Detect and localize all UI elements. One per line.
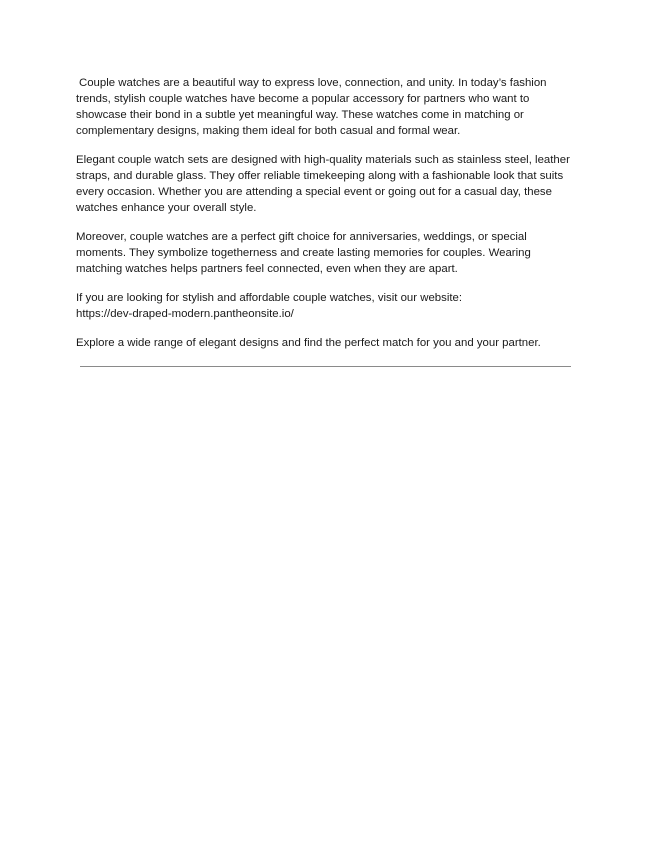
paragraph-intro: Couple watches are a beautiful way to express love, connection, and unity. In today’s fashion trends, stylish couple watches have become a popular accessory for partners who want to showcase their bond in a subtle yet meaningful way. These watches come in matching or complementary designs, making them ideal for both casual and formal wear. <box>76 77 547 137</box>
paragraph-materials: Elegant couple watch sets are designed with high-quality materials such as stainless steel, leather straps, and durable glass. They offer reliable timekeeping along with a fashionable look that suits every occasion. Whether you are attending a special event or going out for a casual day, these watches enhance your overall style. <box>76 154 570 214</box>
paragraph-gift: Moreover, couple watches are a perfect gift choice for anniversaries, weddings, or special moments. They symbolize togetherness and create lasting memories for couples. Wearing matching watches helps partners feel connected, even when they are apart. <box>76 231 531 275</box>
paragraph-closing: Explore a wide range of elegant designs and find the perfect match for you and your partner. <box>76 337 541 349</box>
document-body <box>76 75 576 364</box>
paragraph-website <box>76 290 576 322</box>
website-url-link[interactable]: https://dev-draped-modern.pantheonsite.io/ <box>76 308 294 320</box>
horizontal-divider <box>80 366 571 367</box>
website-intro-text: If you are looking for stylish and affordable couple watches, visit our website: <box>76 292 463 304</box>
